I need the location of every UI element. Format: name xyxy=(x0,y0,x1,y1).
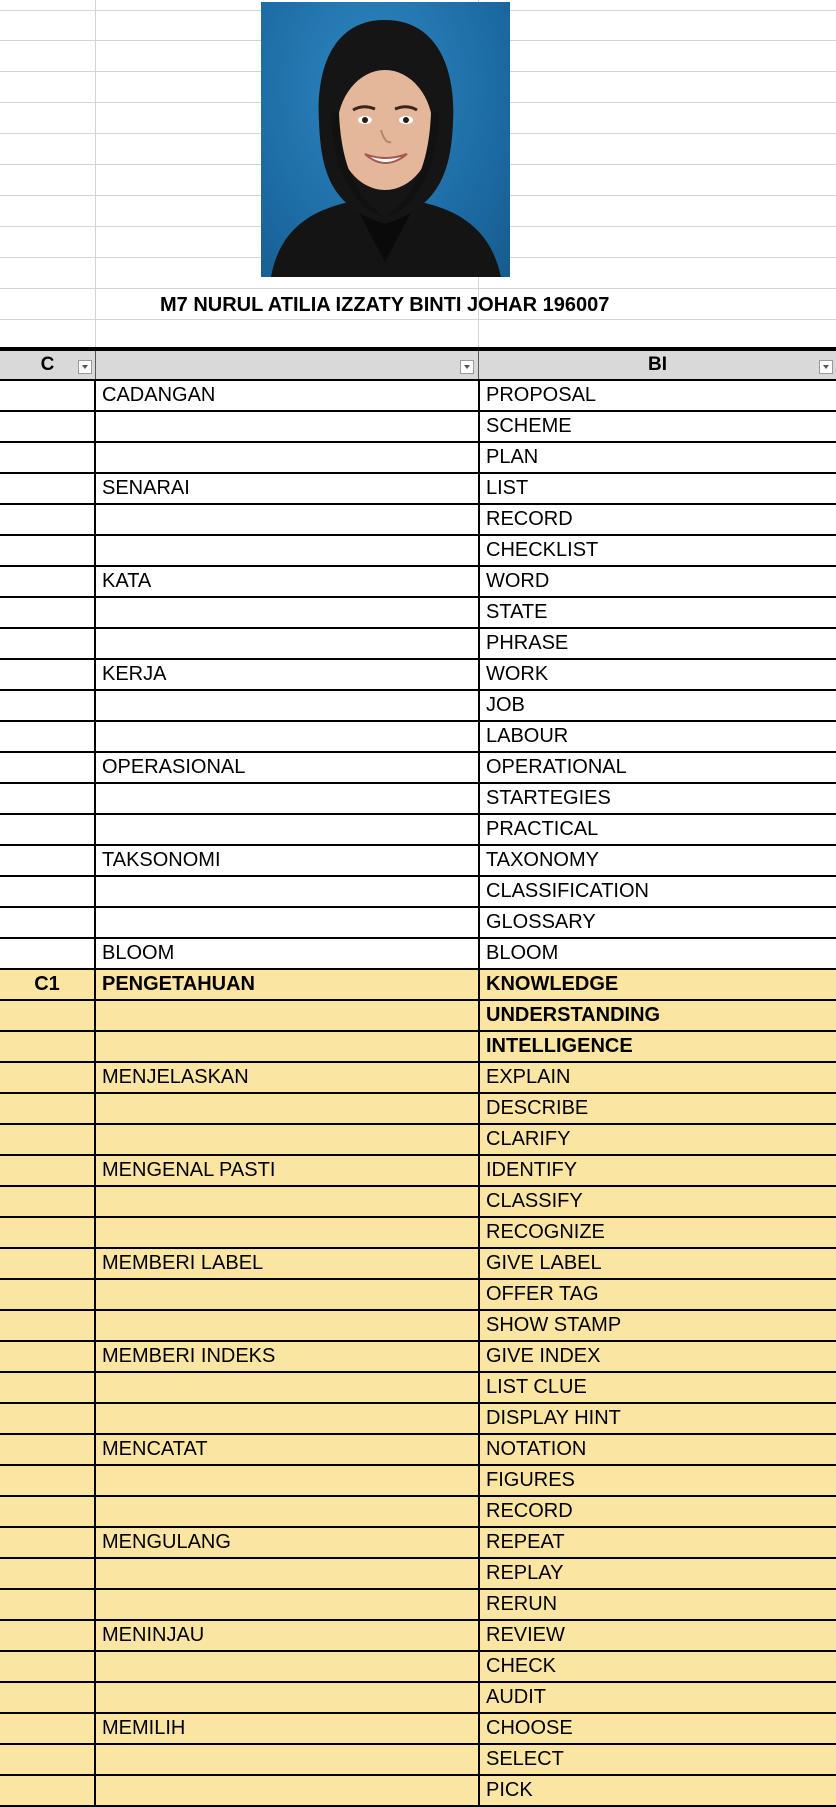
cell-code[interactable] xyxy=(0,1528,96,1557)
cell-code[interactable] xyxy=(0,1776,96,1805)
cell-malay-term[interactable] xyxy=(96,815,480,844)
cell-malay-term[interactable] xyxy=(96,1094,480,1123)
table-row xyxy=(0,629,836,660)
portrait-illustration xyxy=(261,2,510,277)
cell-english-term[interactable]: RERUN xyxy=(486,1593,558,1615)
table-row xyxy=(0,567,836,598)
cell-english-term[interactable]: RECORD xyxy=(486,508,573,530)
cell-malay-term[interactable] xyxy=(96,1280,480,1309)
cell-code[interactable] xyxy=(0,381,96,410)
cell-malay-term[interactable] xyxy=(96,629,480,658)
table-row xyxy=(0,1621,836,1652)
cell-code[interactable] xyxy=(0,1218,96,1247)
table-row xyxy=(0,1466,836,1497)
table-row xyxy=(0,1714,836,1745)
cell-malay-term[interactable]: MEMBERI LABEL xyxy=(96,1249,480,1278)
cell-english-term[interactable]: UNDERSTANDING xyxy=(486,1004,661,1026)
table-row xyxy=(0,1063,836,1094)
cell-english-term[interactable]: CHECKLIST xyxy=(486,539,599,561)
cell-code[interactable] xyxy=(0,1497,96,1526)
table-row xyxy=(0,1342,836,1373)
cell-code[interactable] xyxy=(0,1094,96,1123)
table-row xyxy=(0,1156,836,1187)
sheet-top-area xyxy=(0,0,836,347)
cell-code[interactable] xyxy=(0,753,96,782)
cell-malay-term[interactable] xyxy=(96,1125,480,1154)
cell-malay-term[interactable] xyxy=(96,1745,480,1774)
table-row xyxy=(0,753,836,784)
cell-english-term[interactable]: PLAN xyxy=(486,446,539,468)
cell-code[interactable] xyxy=(0,691,96,720)
cell-english-term[interactable]: SHOW STAMP xyxy=(486,1314,622,1336)
table-row xyxy=(0,1032,836,1063)
cell-code[interactable] xyxy=(0,1311,96,1340)
cell-code[interactable] xyxy=(0,1559,96,1588)
cell-english-term[interactable]: SELECT xyxy=(486,1748,564,1770)
cell-malay-term[interactable] xyxy=(96,1590,480,1619)
cell-english-term[interactable]: LIST xyxy=(486,477,529,499)
table-row xyxy=(0,939,836,970)
cell-english-term[interactable]: CLARIFY xyxy=(486,1128,571,1150)
filter-dropdown-icon[interactable] xyxy=(819,360,833,374)
table-row xyxy=(0,1373,836,1404)
column-header-c-label: C xyxy=(40,354,55,375)
cell-english-term[interactable]: INTELLIGENCE xyxy=(486,1035,633,1057)
cell-malay-term[interactable] xyxy=(96,1652,480,1681)
table-row xyxy=(0,1745,836,1776)
table-row xyxy=(0,660,836,691)
grid-line xyxy=(0,319,836,320)
filter-dropdown-icon[interactable] xyxy=(78,360,92,374)
cell-code[interactable] xyxy=(0,1652,96,1681)
table-row xyxy=(0,1776,836,1807)
cell-code[interactable] xyxy=(0,908,96,937)
cell-english-term[interactable]: REPEAT xyxy=(486,1531,565,1553)
cell-malay-term[interactable]: KERJA xyxy=(96,660,480,689)
cell-english-term[interactable]: AUDIT xyxy=(486,1686,546,1708)
table-row xyxy=(0,846,836,877)
cell-code[interactable] xyxy=(0,1404,96,1433)
cell-english-term[interactable]: SCHEME xyxy=(486,415,572,437)
cell-english-term[interactable]: KNOWLEDGE xyxy=(486,973,619,995)
cell-english-term[interactable]: PROPOSAL xyxy=(486,384,597,406)
cell-code[interactable] xyxy=(0,1590,96,1619)
cell-english-term[interactable]: DESCRIBE xyxy=(486,1097,589,1119)
cell-english-term[interactable]: CLASSIFICATION xyxy=(486,880,649,902)
table-row xyxy=(0,908,836,939)
table-row xyxy=(0,536,836,567)
cell-malay-term[interactable]: TAKSONOMI xyxy=(96,846,480,875)
cell-english-term[interactable]: GIVE LABEL xyxy=(486,1252,602,1274)
cell-code[interactable] xyxy=(0,598,96,627)
cell-english-term[interactable]: NOTATION xyxy=(486,1438,587,1460)
table-row xyxy=(0,598,836,629)
cell-malay-term[interactable] xyxy=(96,1032,480,1061)
cell-code[interactable] xyxy=(0,784,96,813)
cell-malay-term[interactable] xyxy=(96,1373,480,1402)
cell-english-term[interactable]: OPERATIONAL xyxy=(486,756,627,778)
cell-malay-term[interactable] xyxy=(96,784,480,813)
cell-code[interactable] xyxy=(0,443,96,472)
cell-english-term[interactable]: PHRASE xyxy=(486,632,569,654)
table-row xyxy=(0,505,836,536)
cell-code[interactable] xyxy=(0,1001,96,1030)
cell-code[interactable] xyxy=(0,815,96,844)
cell-malay-term[interactable] xyxy=(96,1559,480,1588)
cell-malay-term[interactable]: MENGENAL PASTI xyxy=(96,1156,480,1185)
cell-malay-term[interactable]: BLOOM xyxy=(96,939,480,968)
column-header-bi xyxy=(479,351,836,379)
cell-english-term[interactable]: STARTEGIES xyxy=(486,787,611,809)
page-title: M7 NURUL ATILIA IZZATY BINTI JOHAR 196007 xyxy=(160,294,610,316)
cell-english-term[interactable]: GIVE INDEX xyxy=(486,1345,601,1367)
table-row xyxy=(0,970,836,1001)
cell-malay-term[interactable] xyxy=(96,1218,480,1247)
table-row xyxy=(0,1404,836,1435)
cell-code[interactable] xyxy=(0,1187,96,1216)
cell-english-term[interactable]: STATE xyxy=(486,601,548,623)
cell-code[interactable] xyxy=(0,1466,96,1495)
cell-malay-term[interactable]: CADANGAN xyxy=(96,381,480,410)
cell-malay-term[interactable] xyxy=(96,1001,480,1030)
cell-english-term[interactable]: CHECK xyxy=(486,1655,557,1677)
cell-malay-term[interactable] xyxy=(96,722,480,751)
cell-code[interactable] xyxy=(0,1156,96,1185)
cell-code[interactable] xyxy=(0,846,96,875)
cell-code[interactable]: C1 xyxy=(0,970,96,999)
column-header-b xyxy=(96,351,479,379)
cell-malay-term[interactable] xyxy=(96,412,480,441)
cell-code[interactable] xyxy=(0,1745,96,1774)
cell-malay-term[interactable] xyxy=(96,1187,480,1216)
cell-malay-term[interactable]: MENCATAT xyxy=(96,1435,480,1464)
cell-code[interactable] xyxy=(0,877,96,906)
table-row xyxy=(0,1435,836,1466)
cell-english-term[interactable]: DISPLAY HINT xyxy=(486,1407,621,1429)
cell-english-term[interactable]: GLOSSARY xyxy=(486,911,596,933)
cell-malay-term[interactable] xyxy=(96,877,480,906)
cell-code[interactable] xyxy=(0,536,96,565)
cell-english-term[interactable]: OFFER TAG xyxy=(486,1283,599,1305)
cell-code[interactable] xyxy=(0,474,96,503)
cell-malay-term[interactable]: KATA xyxy=(96,567,480,596)
table-row xyxy=(0,691,836,722)
table-header-row xyxy=(0,351,836,381)
cell-english-term[interactable]: WORK xyxy=(486,663,549,685)
table-row xyxy=(0,1187,836,1218)
cell-code[interactable] xyxy=(0,1621,96,1650)
cell-english-term[interactable]: CHOOSE xyxy=(486,1717,573,1739)
cell-english-term[interactable]: BLOOM xyxy=(486,942,559,964)
cell-english-term[interactable]: IDENTIFY xyxy=(486,1159,578,1181)
cell-malay-term[interactable]: PENGETAHUAN xyxy=(96,970,480,999)
grid-line xyxy=(0,288,836,289)
table-row xyxy=(0,1249,836,1280)
table-row xyxy=(0,443,836,474)
cell-code[interactable] xyxy=(0,1373,96,1402)
cell-english-term[interactable]: WORD xyxy=(486,570,550,592)
table-row xyxy=(0,722,836,753)
cell-malay-term[interactable]: MEMILIH xyxy=(96,1714,480,1743)
cell-english-term[interactable]: RECORD xyxy=(486,1500,573,1522)
cell-english-term[interactable]: FIGURES xyxy=(486,1469,575,1491)
table-row xyxy=(0,412,836,443)
cell-code[interactable] xyxy=(0,505,96,534)
table-row xyxy=(0,1001,836,1032)
table-row xyxy=(0,1652,836,1683)
cell-malay-term[interactable]: MEMBERI INDEKS xyxy=(96,1342,480,1371)
table-row xyxy=(0,815,836,846)
cell-code[interactable] xyxy=(0,1063,96,1092)
cell-code[interactable] xyxy=(0,567,96,596)
cell-english-term[interactable]: LIST CLUE xyxy=(486,1376,587,1398)
cell-malay-term[interactable] xyxy=(96,505,480,534)
cell-code[interactable] xyxy=(0,1714,96,1743)
cell-malay-term[interactable]: MENJELASKAN xyxy=(96,1063,480,1092)
cell-code[interactable] xyxy=(0,1032,96,1061)
table-row xyxy=(0,784,836,815)
cell-malay-term[interactable] xyxy=(96,1311,480,1340)
cell-code[interactable] xyxy=(0,412,96,441)
cell-malay-term[interactable] xyxy=(96,598,480,627)
cell-malay-term[interactable] xyxy=(96,1776,480,1805)
table-body xyxy=(0,381,836,1807)
cell-malay-term[interactable]: MENGULANG xyxy=(96,1528,480,1557)
table-row xyxy=(0,1311,836,1342)
cell-english-term[interactable]: RECOGNIZE xyxy=(486,1221,605,1243)
cell-malay-term[interactable] xyxy=(96,1683,480,1712)
cell-malay-term[interactable] xyxy=(96,443,480,472)
table-row xyxy=(0,1218,836,1249)
column-header-bi-label: BI xyxy=(648,354,667,375)
cell-english-term[interactable]: PRACTICAL xyxy=(486,818,599,840)
cell-malay-term[interactable]: MENINJAU xyxy=(96,1621,480,1650)
table-row xyxy=(0,1094,836,1125)
table-row xyxy=(0,1683,836,1714)
cell-code[interactable] xyxy=(0,939,96,968)
cell-english-term[interactable]: PICK xyxy=(486,1779,533,1801)
cell-english-term[interactable]: LABOUR xyxy=(486,725,569,747)
cell-english-term[interactable]: REPLAY xyxy=(486,1562,564,1584)
cell-english-term[interactable]: TAXONOMY xyxy=(486,849,599,871)
cell-malay-term[interactable] xyxy=(96,908,480,937)
cell-code[interactable] xyxy=(0,722,96,751)
filter-dropdown-icon[interactable] xyxy=(460,360,474,374)
grid-line xyxy=(95,0,96,347)
cell-code[interactable] xyxy=(0,629,96,658)
table-row xyxy=(0,1559,836,1590)
cell-english-term[interactable]: JOB xyxy=(486,694,525,716)
cell-code[interactable] xyxy=(0,1435,96,1464)
cell-malay-term[interactable] xyxy=(96,691,480,720)
cell-malay-term[interactable]: SENARAI xyxy=(96,474,480,503)
cell-code[interactable] xyxy=(0,1342,96,1371)
cell-code[interactable] xyxy=(0,1125,96,1154)
table-row xyxy=(0,1497,836,1528)
table-row xyxy=(0,1125,836,1156)
table-row xyxy=(0,381,836,412)
table-row xyxy=(0,1528,836,1559)
cell-code[interactable] xyxy=(0,1249,96,1278)
table-row xyxy=(0,1280,836,1311)
profile-photo xyxy=(261,2,510,277)
cell-malay-term[interactable]: OPERASIONAL xyxy=(96,753,480,782)
cell-malay-term[interactable] xyxy=(96,1404,480,1433)
cell-code[interactable] xyxy=(0,660,96,689)
table-row xyxy=(0,1590,836,1621)
cell-english-term[interactable]: CLASSIFY xyxy=(486,1190,583,1212)
cell-malay-term[interactable] xyxy=(96,1466,480,1495)
cell-english-term[interactable]: REVIEW xyxy=(486,1624,565,1646)
cell-malay-term[interactable] xyxy=(96,1497,480,1526)
cell-code[interactable] xyxy=(0,1683,96,1712)
cell-malay-term[interactable] xyxy=(96,536,480,565)
column-header-c xyxy=(0,351,96,379)
table-row xyxy=(0,877,836,908)
table-row xyxy=(0,474,836,505)
cell-english-term[interactable]: EXPLAIN xyxy=(486,1066,571,1088)
cell-code[interactable] xyxy=(0,1280,96,1309)
